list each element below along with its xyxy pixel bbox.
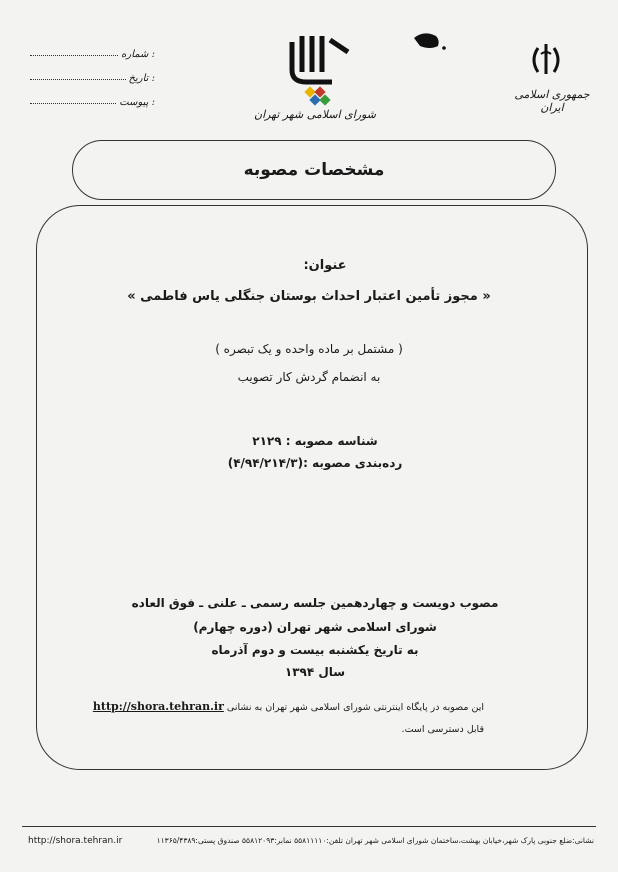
- approval-classification: رده‌بندی مصوبه :(۴/۹۴/۲۱۴/۳): [227, 456, 403, 470]
- page-title: مشخصات مصوبه: [243, 160, 385, 180]
- meta-date-row: [30, 68, 155, 84]
- approval-council: شورای اسلامی شهر تهران (دوره چهارم): [193, 620, 437, 634]
- approval-id: شناسه مصوبه : ۲۱۲۹: [252, 434, 378, 448]
- meta-attachment-field: [30, 102, 116, 104]
- attachment-note: به انضمام گردش کار تصویب: [237, 370, 381, 384]
- subject-title: « مجوز تأمین اعتبار احداث بوستان جنگلی یاس فاطمی »: [127, 289, 491, 304]
- footer-address: نشانی:ضلع جنوبی پارک شهر،خیابان بهشت،ساختمان شورای اسلامی شهر تهران تلفن:۵۵۸۱۱۱۱۰ نمابر:۵۵۸۱۲۰۹۳ صندوق پستی:۱۱۳۶۵/۴۳۸۹: [156, 836, 594, 845]
- portal-suffix: قابل دسترسی است.: [401, 724, 484, 735]
- portal-prefix: این مصوبه در پایگاه اینترنتی شورای اسلامی شهر تهران به نشانی: [226, 702, 484, 713]
- approval-session: مصوب دویست و چهاردهمین جلسه رسمی ـ علنی ـ فوق العاده: [131, 596, 499, 610]
- meta-attachment-label: پیوست :: [119, 97, 155, 108]
- iran-emblem-icon: [526, 40, 566, 80]
- emblem-mark-icon: [410, 28, 450, 54]
- portal-note: [92, 700, 484, 713]
- approval-date: به تاریخ یکشنبه بیست و دوم آذرماه: [211, 643, 419, 657]
- title-box: [72, 140, 556, 200]
- footer-url[interactable]: http://shora.tehran.ir: [28, 836, 123, 846]
- meta-number-label: شماره :: [121, 49, 155, 60]
- country-name: جمهوری اسلامی ایران: [514, 88, 590, 114]
- footer-divider: [22, 826, 596, 827]
- meta-number-row: [30, 44, 155, 60]
- meta-date-field: [30, 78, 126, 80]
- meta-attachment-row: [30, 92, 155, 108]
- portal-link[interactable]: http://shora.tehran.ir: [92, 700, 224, 713]
- contains-note: ( مشتمل بر ماده واحده و یک تبصره ): [215, 342, 403, 356]
- meta-number-field: [30, 54, 118, 56]
- council-logo: [272, 30, 362, 108]
- subject-label: عنوان:: [303, 258, 347, 273]
- council-name: شورای اسلامی شهر تهران: [254, 108, 376, 121]
- meta-date-label: تاریخ :: [128, 73, 155, 84]
- approval-year: سال ۱۳۹۴: [284, 665, 346, 679]
